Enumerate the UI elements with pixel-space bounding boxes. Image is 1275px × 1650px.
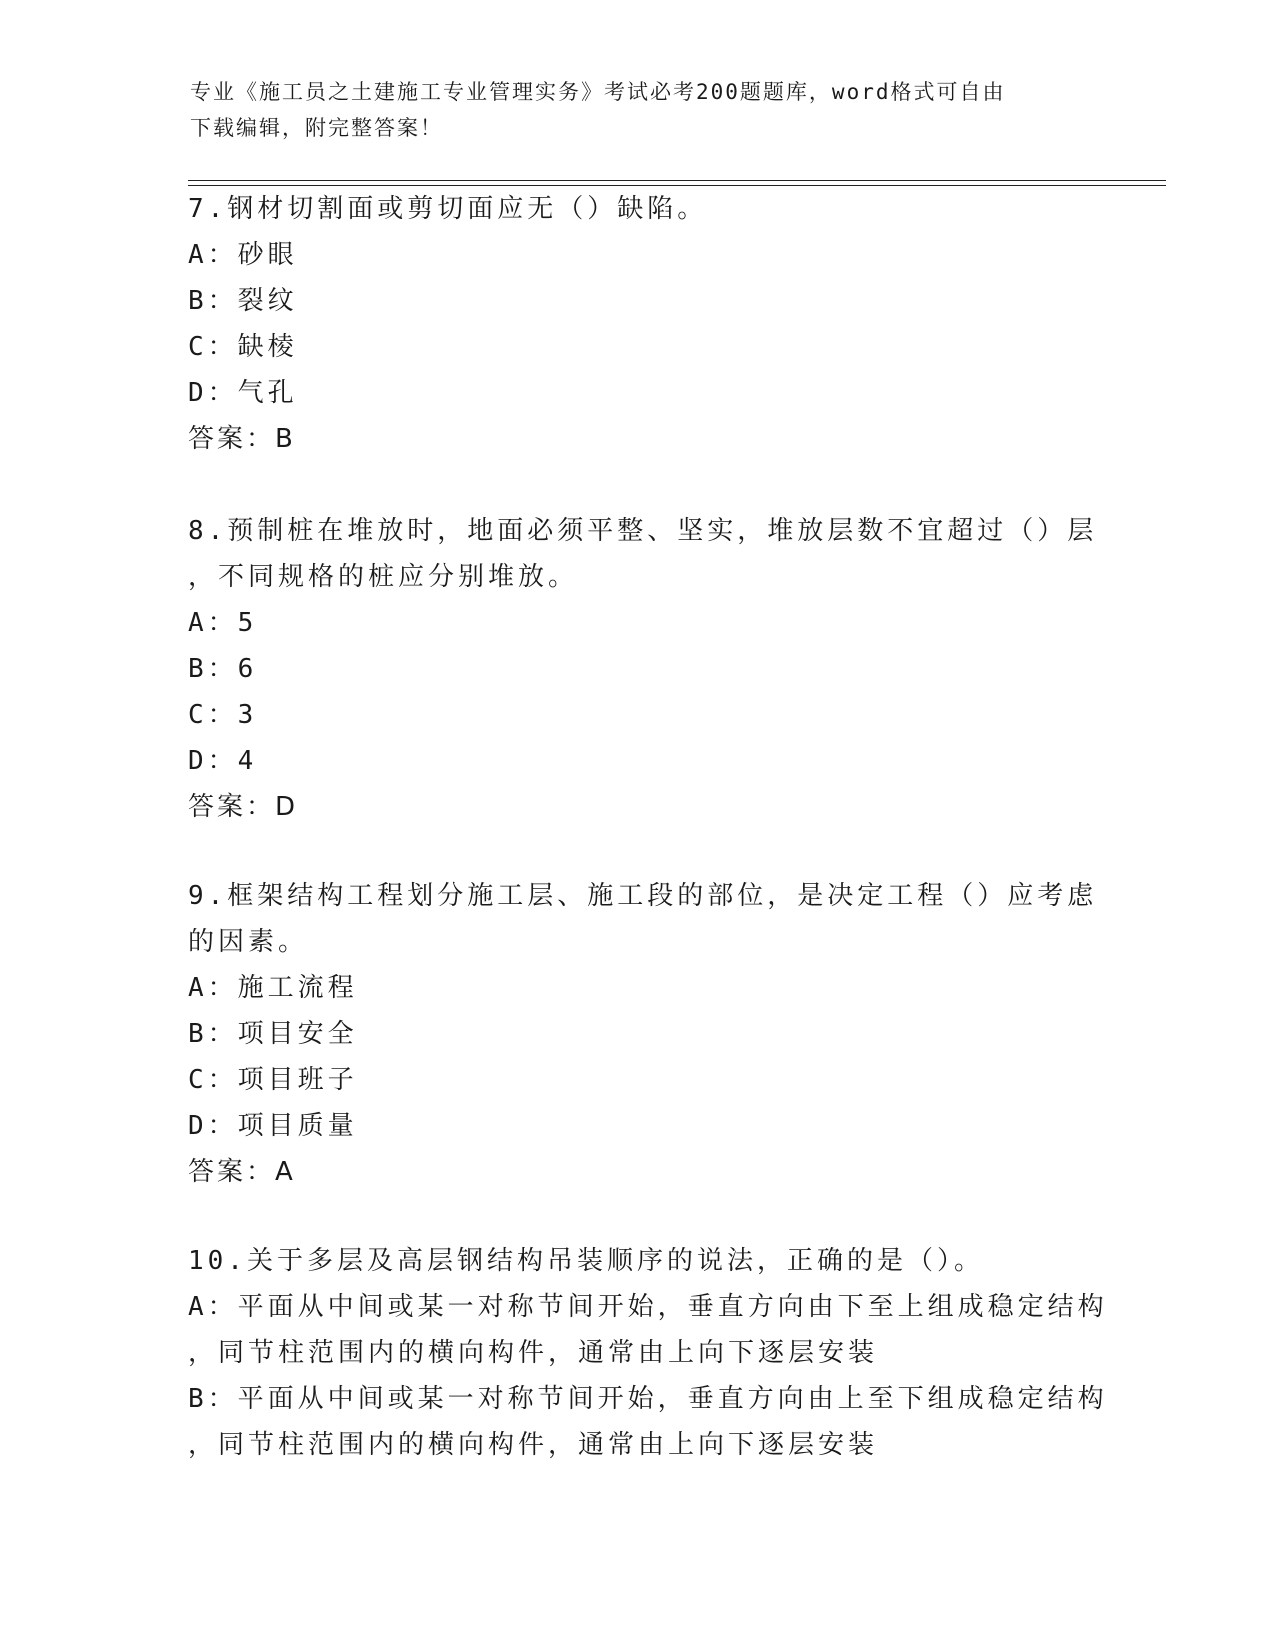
option-key: C： (188, 1065, 238, 1095)
document-header (190, 74, 1090, 146)
option-a (188, 965, 1088, 1011)
option-b (188, 1011, 1088, 1057)
question-stem-continued: ，不同规格的桩应分别堆放。 (188, 562, 579, 592)
option-b (188, 278, 1088, 324)
option-text: 砂眼 (237, 240, 298, 270)
option-a-continued: ，同节柱范围内的横向构件，通常由上向下逐层安装 (188, 1338, 879, 1368)
option-key: B： (188, 654, 238, 684)
option-key: A： (188, 973, 238, 1003)
option-text: 项目质量 (237, 1111, 358, 1141)
answer: 答案：D (188, 792, 299, 822)
question-7 (188, 186, 1088, 462)
option-b: B：平面从中间或某一对称节间开始，垂直方向由上至下组成稳定结构 (188, 1384, 1108, 1414)
option-text: 裂纹 (237, 286, 298, 316)
header-divider-top (188, 180, 1166, 181)
option-a (188, 232, 1088, 278)
option-d (188, 738, 1088, 784)
answer: 答案：A (188, 1157, 296, 1187)
option-text: 4 (237, 746, 258, 776)
option-text: 3 (237, 700, 258, 730)
header-line-2: 下载编辑，附完整答案！ (190, 116, 443, 140)
question-stem: 9.框架结构工程划分施工层、施工段的部位，是决定工程（）应考虑 (188, 881, 1098, 911)
question-9 (188, 873, 1098, 1195)
question-8 (188, 508, 1098, 830)
question-stem: 10.关于多层及高层钢结构吊装顺序的说法，正确的是（）。 (188, 1246, 984, 1276)
header-line-1: 专业《施工员之土建施工专业管理实务》考试必考200题题库，word格式可自由 (190, 80, 1006, 104)
option-key: B： (188, 286, 238, 316)
option-a: A：平面从中间或某一对称节间开始，垂直方向由下至上组成稳定结构 (188, 1292, 1108, 1322)
option-key: B： (188, 1019, 238, 1049)
option-c (188, 692, 1088, 738)
option-key: C： (188, 700, 238, 730)
option-d (188, 1103, 1088, 1149)
option-text: 项目班子 (237, 1065, 358, 1095)
option-c (188, 1057, 1088, 1103)
option-b (188, 646, 1088, 692)
option-key: D： (188, 1111, 238, 1141)
option-a (188, 600, 1088, 646)
question-10 (188, 1238, 1108, 1468)
option-c (188, 324, 1088, 370)
option-text: 6 (237, 654, 258, 684)
option-key: D： (188, 378, 238, 408)
option-text: 5 (237, 608, 258, 638)
option-key: D： (188, 746, 238, 776)
option-key: C： (188, 332, 238, 362)
option-text: 项目安全 (237, 1019, 358, 1049)
option-text: 施工流程 (237, 973, 358, 1003)
answer: 答案：B (188, 424, 296, 454)
option-text: 缺棱 (237, 332, 298, 362)
option-text: 气孔 (237, 378, 298, 408)
option-b-continued: ，同节柱范围内的横向构件，通常由上向下逐层安装 (188, 1430, 879, 1460)
question-stem: 7.钢材切割面或剪切面应无（）缺陷。 (188, 194, 708, 224)
option-key: A： (188, 608, 238, 638)
question-stem: 8.预制桩在堆放时，地面必须平整、坚实，堆放层数不宜超过（）层 (188, 516, 1098, 546)
option-key: A： (188, 240, 238, 270)
question-stem-continued: 的因素。 (188, 927, 309, 957)
option-d (188, 370, 1088, 416)
